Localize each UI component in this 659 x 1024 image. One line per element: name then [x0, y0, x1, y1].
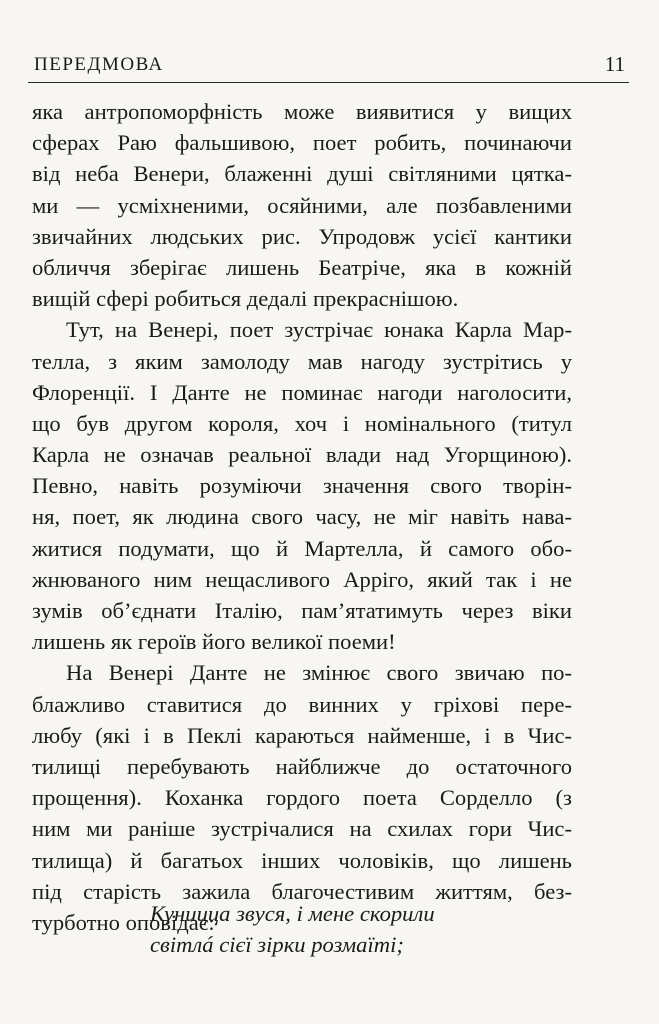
text-line: телла, з яким замолоду мав нагоду зустрітись у	[32, 348, 572, 374]
text-line: жнюваного ним нещасливого Арріго, який так і не	[32, 566, 572, 592]
text-line: вищій сфері робиться дедалі прекраснішою.	[32, 286, 459, 312]
text-line: від неба Венери, блаженні душі світляними цятка-	[32, 161, 572, 187]
text-line: прощення). Коханка гордого поета Сорделло (з	[32, 785, 572, 811]
verse-quote	[150, 898, 435, 960]
page-number: 11	[604, 52, 625, 76]
text-line: сферах Раю фальшивою, поет робить, починаючи	[32, 130, 572, 156]
text-line: яка антропоморфність може виявитися у вищих	[32, 99, 572, 124]
verse-line: світлá сієї зірки розмаїті;	[150, 932, 404, 958]
text-line: ми — усміхненими, осяйними, але позбавленими	[32, 192, 572, 218]
text-line: житися подумати, що й Мартелла, й самого обо-	[32, 535, 572, 561]
text-line: Карла не означав реальної влади над Угорщиною).	[32, 442, 572, 468]
text-line: На Венері Данте не змінює свого звичаю по-	[66, 660, 572, 686]
text-line: ня, поет, як людина свого часу, не міг навіть нава-	[32, 504, 572, 530]
text-line: Флоренції. І Данте не поминає нагоди наголосити,	[32, 379, 572, 405]
body-text	[32, 96, 572, 938]
text-line: блажливо ставитися до винних у гріхові пере-	[32, 691, 572, 717]
running-head-title: ПЕРЕДМОВА	[34, 54, 164, 75]
running-head	[28, 52, 629, 83]
text-line: Певно, навіть розуміючи значення свого творін-	[32, 473, 572, 499]
text-line: Тут, на Венері, поет зустрічає юнака Карла Мар-	[66, 317, 572, 343]
text-line: зумів об’єднати Італію, пам’ятатимуть через віки	[32, 598, 572, 623]
text-line: тилища) й багатьох інших чоловіків, що лишень	[32, 847, 572, 873]
verse-line: Куниццa звуся, і мене скорили	[150, 901, 435, 926]
text-line: турботно оповідає:	[32, 909, 215, 935]
text-line: обличчя зберігає лишень Беатріче, яка в кожній	[32, 254, 572, 280]
text-line: тилищі перебувають найближче до остаточного	[32, 753, 572, 779]
text-line: лишень як героїв його великої поеми!	[32, 629, 396, 655]
text-line: під старість зажила благочестивим життям, без-	[32, 878, 572, 904]
text-line: що був другом короля, хоч і номінального (титул	[32, 410, 572, 436]
text-line: любу (які і в Пеклі караються найменше, і в Чис-	[32, 722, 572, 748]
text-line: ним ми раніше зустрічалися на схилах гори Чис-	[32, 816, 572, 842]
text-line: звичайних людських рис. Упродовж усієї кантики	[32, 223, 572, 249]
